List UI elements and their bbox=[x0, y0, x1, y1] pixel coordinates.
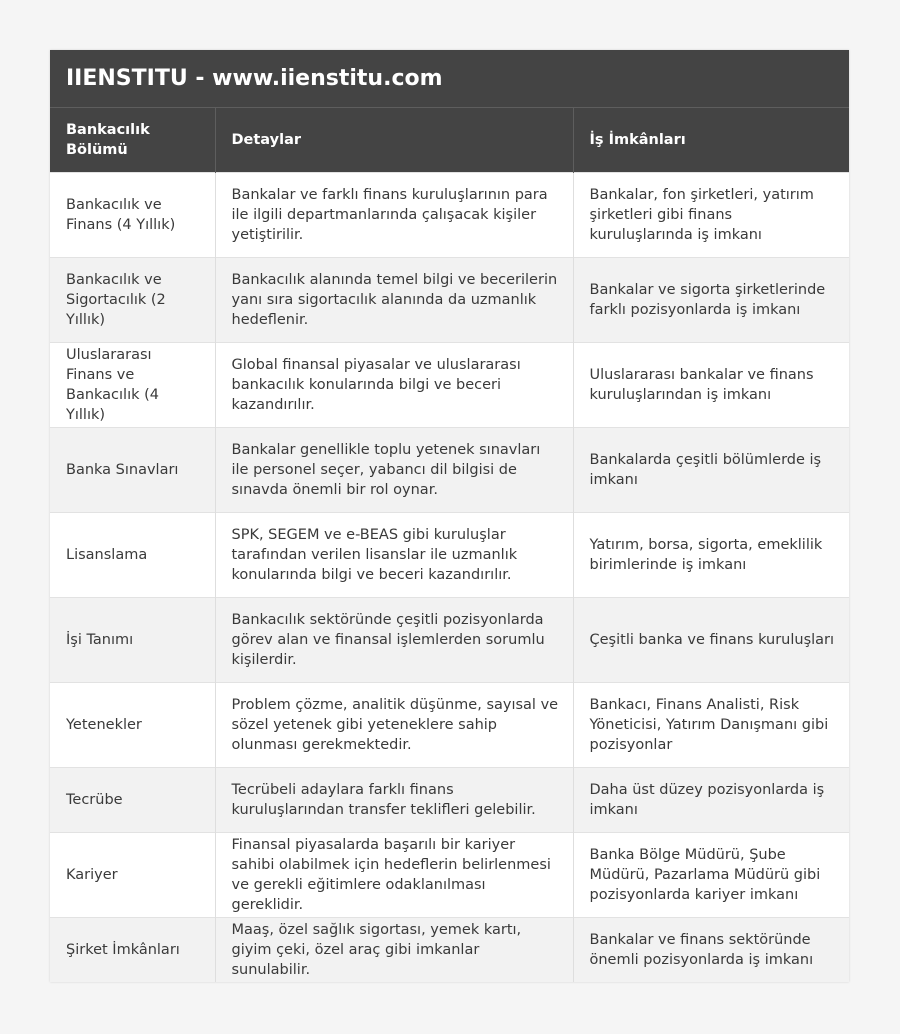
cell-details: Finansal piyasalarda başarılı bir kariyer sahibi olabilmek için hedeflerin belirlenmesi ve gerekli eğitimlere odaklanılması gereklidir. bbox=[215, 832, 573, 917]
table-row bbox=[50, 767, 849, 832]
page-title: IIENSTITU - www.iienstitu.com bbox=[50, 50, 849, 108]
table-row bbox=[50, 682, 849, 767]
cell-job-opportunities: Bankalar ve finans sektöründe önemli pozisyonlarda iş imkanı bbox=[573, 917, 849, 982]
table-card bbox=[50, 50, 849, 982]
cell-details: Problem çözme, analitik düşünme, sayısal ve sözel yetenek gibi yeteneklere sahip olunması gerekmektedir. bbox=[215, 682, 573, 767]
cell-details: Global finansal piyasalar ve uluslararası bankacılık konularında bilgi ve beceri kazandırılır. bbox=[215, 342, 573, 427]
cell-department: Yetenekler bbox=[50, 682, 215, 767]
cell-department: Lisanslama bbox=[50, 512, 215, 597]
table-row bbox=[50, 832, 849, 917]
cell-details: Bankalar genellikle toplu yetenek sınavları ile personel seçer, yabancı dil bilgisi de sınavda önemli bir rol oynar. bbox=[215, 427, 573, 512]
cell-details: Bankalar ve farklı finans kuruluşlarının para ile ilgili departmanlarında çalışacak kişiler yetiştirilir. bbox=[215, 172, 573, 257]
cell-job-opportunities: Bankalar, fon şirketleri, yatırım şirketleri gibi finans kuruluşlarında iş imkanı bbox=[573, 172, 849, 257]
column-header-details: Detaylar bbox=[215, 108, 573, 172]
cell-department: Uluslararası Finans ve Bankacılık (4 Yıllık) bbox=[50, 342, 215, 427]
cell-job-opportunities: Yatırım, borsa, sigorta, emeklilik birimlerinde iş imkanı bbox=[573, 512, 849, 597]
cell-department: İşi Tanımı bbox=[50, 597, 215, 682]
cell-job-opportunities: Çeşitli banka ve finans kuruluşları bbox=[573, 597, 849, 682]
table-row bbox=[50, 917, 849, 982]
table-row bbox=[50, 172, 849, 257]
data-table bbox=[50, 108, 849, 982]
cell-department: Bankacılık ve Finans (4 Yıllık) bbox=[50, 172, 215, 257]
table-row bbox=[50, 512, 849, 597]
cell-department: Banka Sınavları bbox=[50, 427, 215, 512]
cell-department: Kariyer bbox=[50, 832, 215, 917]
table-row bbox=[50, 597, 849, 682]
cell-details: Tecrübeli adaylara farklı finans kuruluşlarından transfer teklifleri gelebilir. bbox=[215, 767, 573, 832]
cell-job-opportunities: Banka Bölge Müdürü, Şube Müdürü, Pazarlama Müdürü gibi pozisyonlarda kariyer imkanı bbox=[573, 832, 849, 917]
cell-details: SPK, SEGEM ve e-BEAS gibi kuruluşlar tarafından verilen lisanslar ile uzmanlık konularında bilgi ve beceri kazandırılır. bbox=[215, 512, 573, 597]
table-header-row bbox=[50, 108, 849, 172]
cell-job-opportunities: Uluslararası bankalar ve finans kuruluşlarından iş imkanı bbox=[573, 342, 849, 427]
cell-details: Bankacılık alanında temel bilgi ve becerilerin yanı sıra sigortacılık alanında da uzmanlık hedeflenir. bbox=[215, 257, 573, 342]
cell-department: Şirket İmkânları bbox=[50, 917, 215, 982]
cell-department: Bankacılık ve Sigortacılık (2 Yıllık) bbox=[50, 257, 215, 342]
cell-department: Tecrübe bbox=[50, 767, 215, 832]
cell-details: Bankacılık sektöründe çeşitli pozisyonlarda görev alan ve finansal işlemlerden sorumlu kişilerdir. bbox=[215, 597, 573, 682]
cell-job-opportunities: Bankalar ve sigorta şirketlerinde farklı pozisyonlarda iş imkanı bbox=[573, 257, 849, 342]
cell-job-opportunities: Bankacı, Finans Analisti, Risk Yöneticisi, Yatırım Danışmanı gibi pozisyonlar bbox=[573, 682, 849, 767]
cell-job-opportunities: Bankalarda çeşitli bölümlerde iş imkanı bbox=[573, 427, 849, 512]
column-header-job-opportunities: İş İmkânları bbox=[573, 108, 849, 172]
table-row bbox=[50, 342, 849, 427]
table-row bbox=[50, 427, 849, 512]
cell-details: Maaş, özel sağlık sigortası, yemek kartı, giyim çeki, özel araç gibi imkanlar sunulabilir. bbox=[215, 917, 573, 982]
table-row bbox=[50, 257, 849, 342]
cell-job-opportunities: Daha üst düzey pozisyonlarda iş imkanı bbox=[573, 767, 849, 832]
column-header-department: Bankacılık Bölümü bbox=[50, 108, 215, 172]
